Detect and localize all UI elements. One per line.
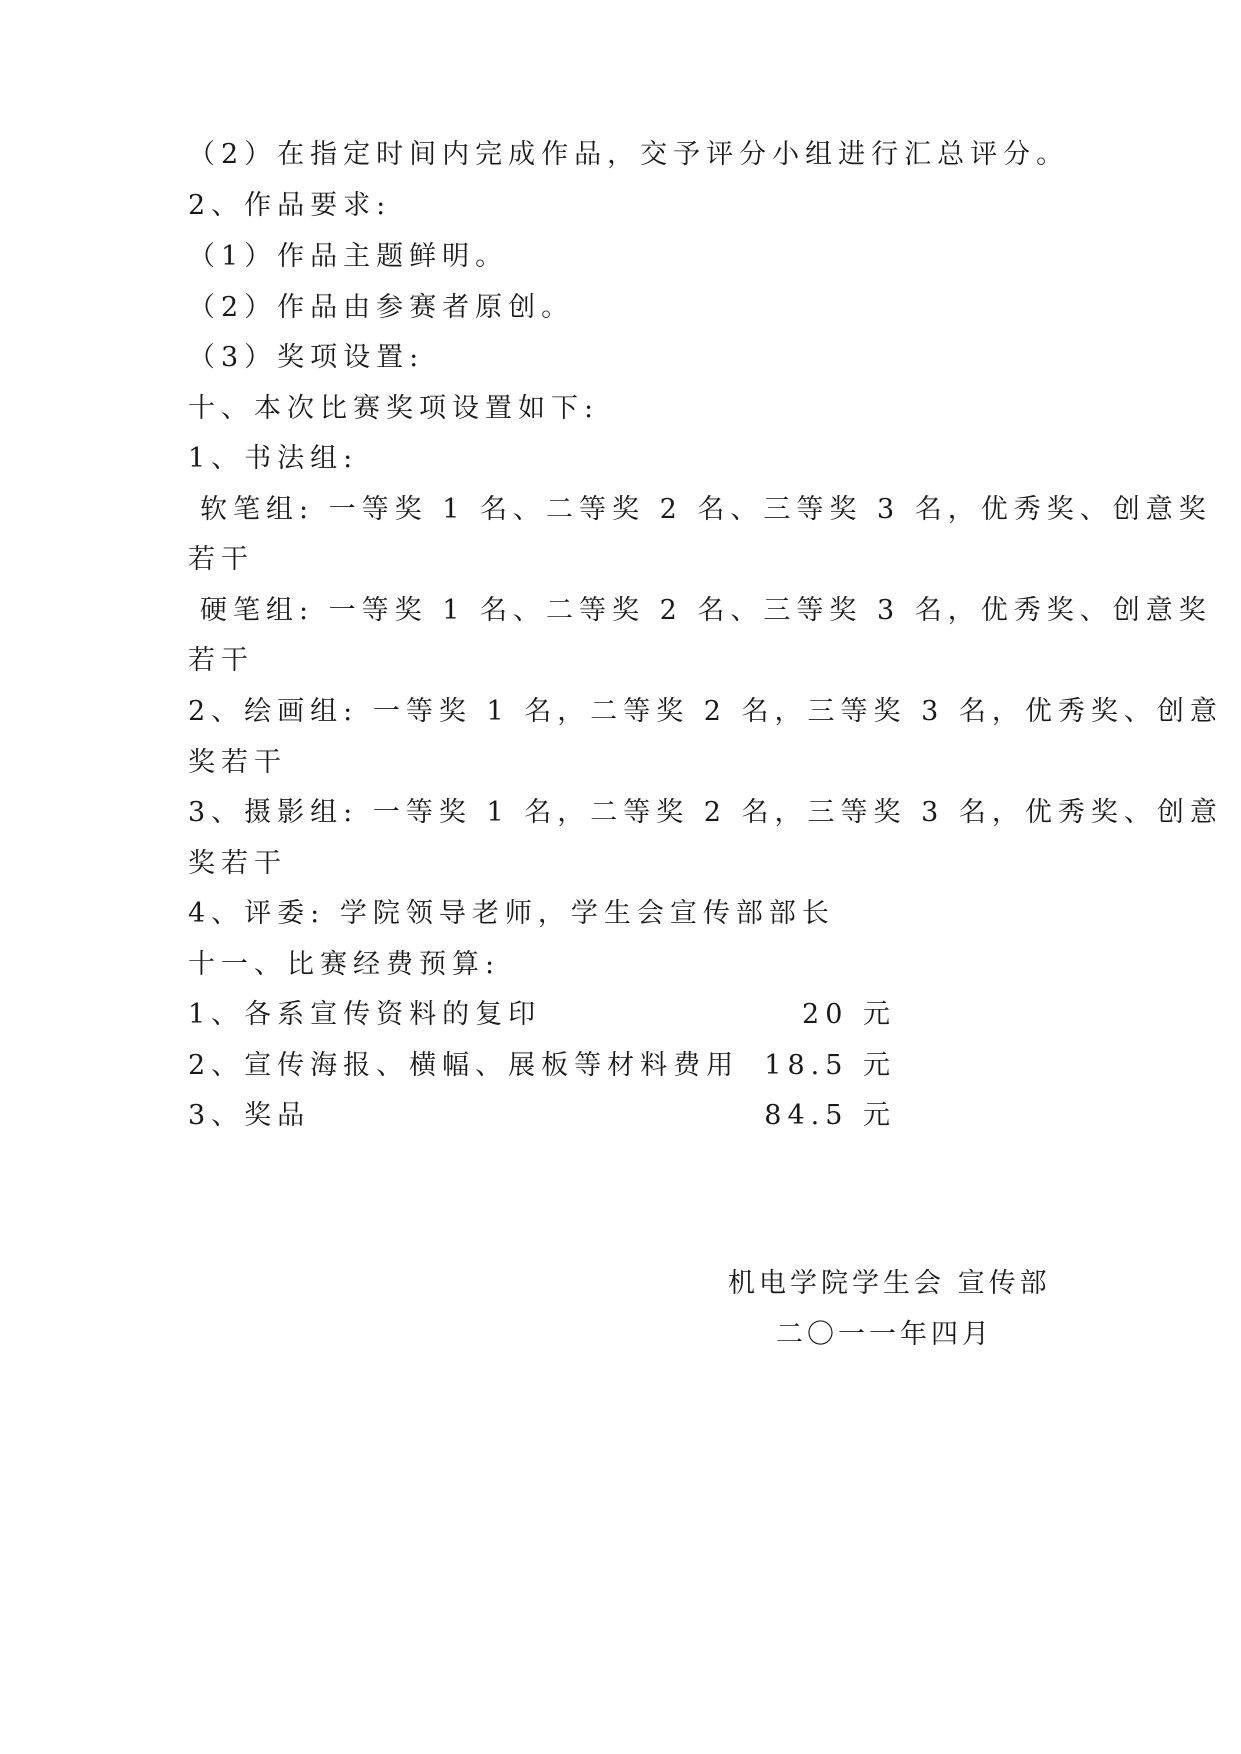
text-line: 奖若干 [188, 747, 287, 778]
text-line: （2）作品由参赛者原创。 [188, 292, 575, 323]
text-line: 奖若干 [188, 848, 287, 879]
section-heading: 十、本次比赛奖项设置如下: [188, 393, 600, 424]
text-line: 2、作品要求: [188, 190, 392, 221]
budget-amount: 18.5 元 [764, 1050, 896, 1081]
budget-item: 2、宣传海报、横幅、展板等材料费用 [188, 1050, 740, 1081]
text-line: 2、绘画组: 一等奖 1 名，二等奖 2 名，三等奖 3 名，优秀奖、创意 [188, 696, 1223, 727]
text-line: 若干 [188, 645, 254, 676]
text-line: （2）在指定时间内完成作品，交予评分小组进行汇总评分。 [188, 139, 1070, 170]
text-line: 软笔组: 一等奖 1 名、二等奖 2 名、三等奖 3 名，优秀奖、创意奖 [200, 494, 1212, 525]
text-line: 4、评委: 学院领导老师，学生会宣传部部长 [188, 898, 835, 929]
signature-date: 二〇一一年四月 [776, 1319, 993, 1350]
text-line: （1）作品主题鲜明。 [188, 241, 509, 272]
text-line: （3）奖项设置: [188, 342, 425, 373]
budget-item: 1、各系宣传资料的复印 [188, 999, 542, 1030]
text-line: 硬笔组: 一等奖 1 名、二等奖 2 名、三等奖 3 名，优秀奖、创意奖 [200, 595, 1212, 626]
text-line: 若干 [188, 544, 254, 575]
section-heading: 十一、比赛经费预算: [188, 949, 501, 980]
budget-item: 3、奖品 [188, 1100, 311, 1131]
signature-org: 机电学院学生会 宣传部 [728, 1268, 1051, 1299]
text-line: 1、书法组: [188, 443, 359, 474]
budget-amount: 84.5 元 [764, 1100, 896, 1131]
text-line: 3、摄影组: 一等奖 1 名，二等奖 2 名，三等奖 3 名，优秀奖、创意 [188, 797, 1223, 828]
budget-amount: 20 元 [802, 999, 896, 1030]
